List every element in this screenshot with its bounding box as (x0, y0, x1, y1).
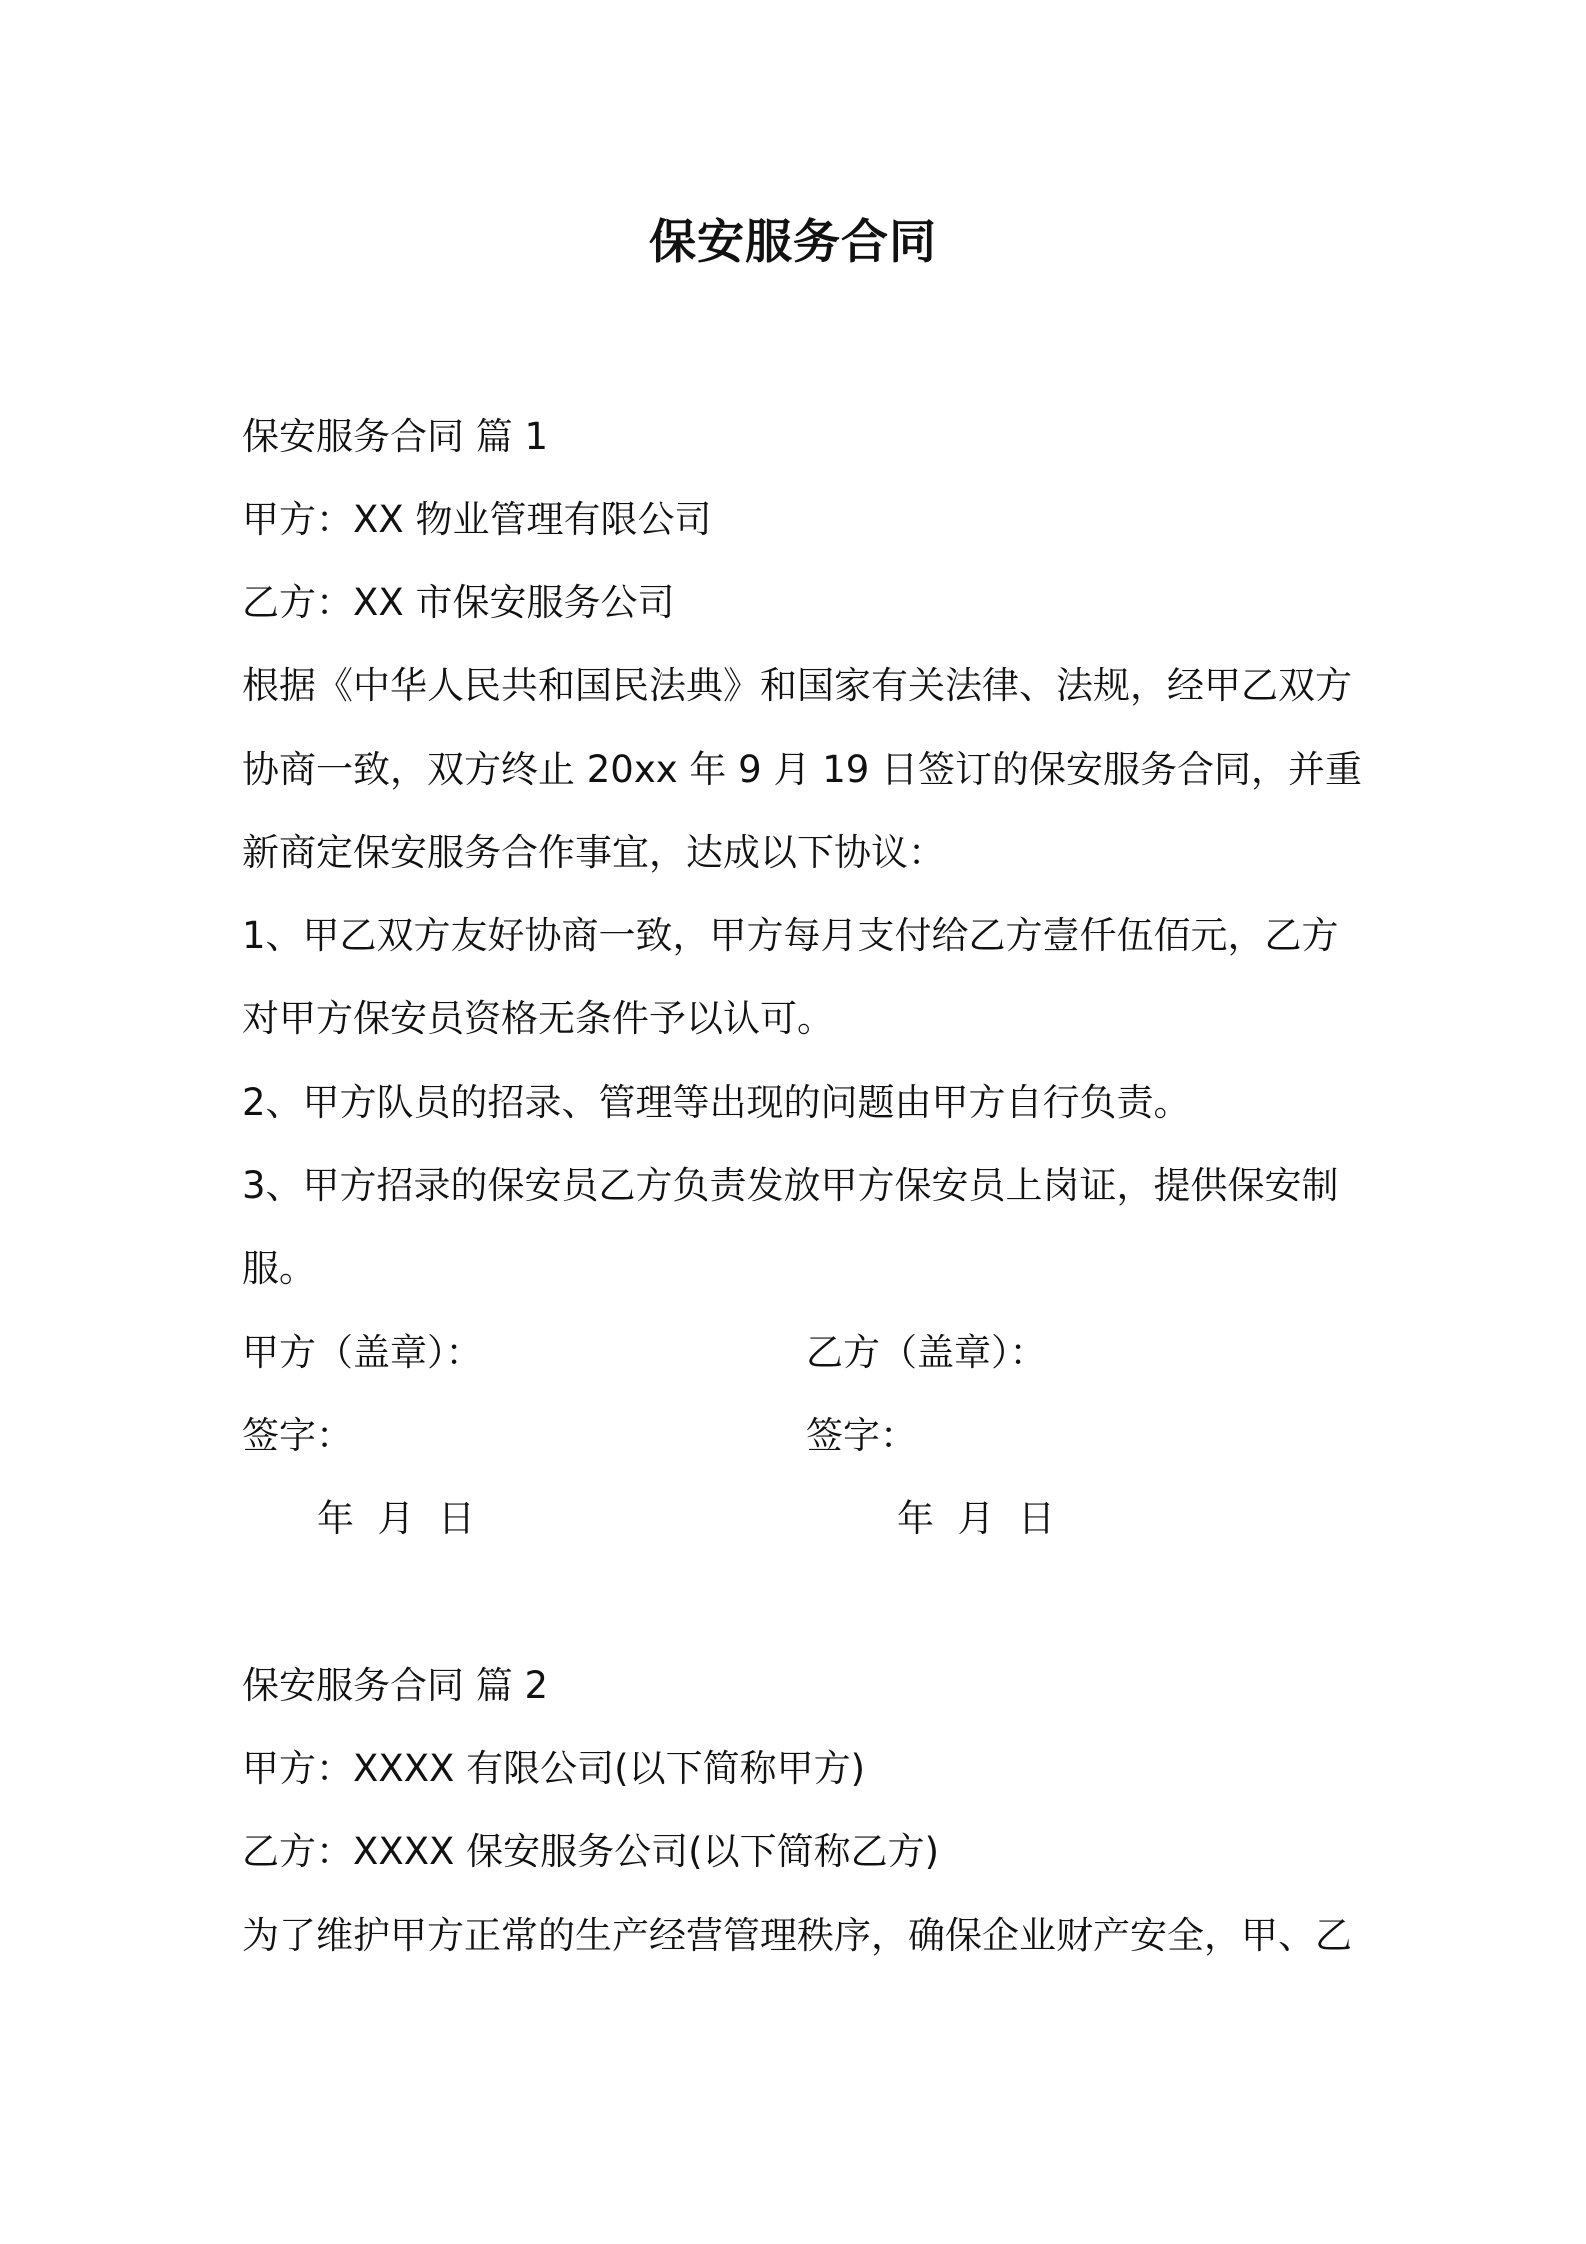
party-a-seal-label: 甲方（盖章）： (242, 1331, 483, 1374)
section1-heading: 保安服务合同 篇 1 (242, 415, 549, 458)
party-a-signature-label: 签字： (242, 1414, 353, 1457)
section1-party-a: 甲方：XX 物业管理有限公司 (242, 498, 712, 541)
party-b-date-line: 年 月 日 (897, 1497, 1056, 1540)
document-title: 保安服务合同 (649, 215, 937, 270)
section1-clause2: 2、甲方队员的招录、管理等出现的问题由甲方自行负责。 (242, 1081, 1191, 1124)
section1-party-b: 乙方：XX 市保安服务公司 (242, 581, 675, 624)
section2-party-a: 甲方：XXXX 有限公司(以下简称甲方) (242, 1747, 866, 1790)
party-b-seal-label: 乙方（盖章）： (806, 1331, 1047, 1374)
section1-clause1-line-2: 对甲方保安员资格无条件予以认可。 (242, 997, 834, 1040)
section1-clause3-line-1: 3、甲方招录的保安员乙方负责发放甲方保安员上岗证，提供保安制 (242, 1164, 1339, 1207)
party-b-signature-label: 签字： (806, 1414, 917, 1457)
section1-intro-line-2: 协商一致，双方终止 20xx 年 9 月 19 日签订的保安服务合同，并重 (242, 748, 1363, 791)
section2-intro-line-1: 为了维护甲方正常的生产经营管理秩序，确保企业财产安全，甲、乙 (242, 1914, 1352, 1957)
section1-intro-line-3: 新商定保安服务合作事宜，达成以下协议： (242, 831, 945, 874)
party-a-date-line: 年 月 日 (317, 1497, 476, 1540)
section2-party-b: 乙方：XXXX 保安服务公司(以下简称乙方) (242, 1830, 940, 1873)
section1-clause3-line-2: 服。 (242, 1247, 316, 1290)
section1-intro-line-1: 根据《中华人民共和国民法典》和国家有关法律、法规，经甲乙双方 (242, 664, 1352, 707)
section1-clause1-line-1: 1、甲乙双方友好协商一致，甲方每月支付给乙方壹仟伍佰元，乙方 (242, 914, 1339, 957)
section2-heading: 保安服务合同 篇 2 (242, 1664, 549, 1707)
